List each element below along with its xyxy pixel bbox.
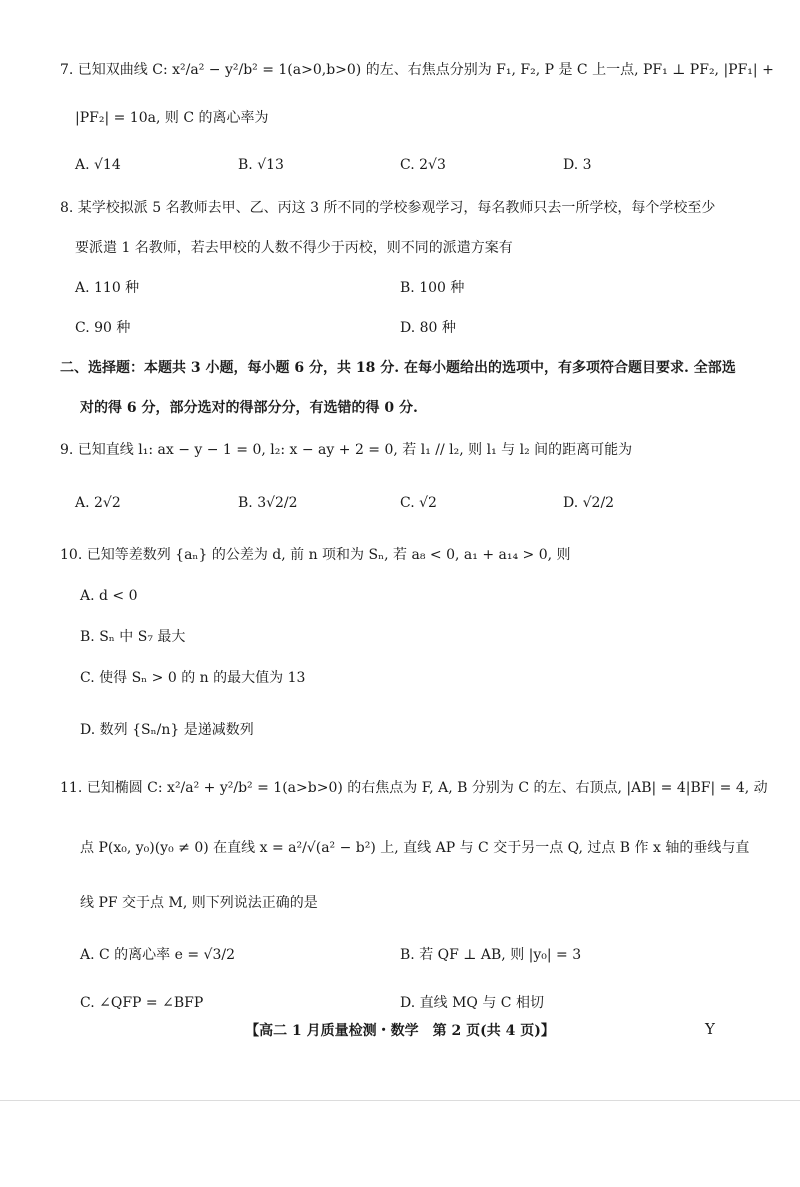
q7-line1: 7. 已知双曲线 C: x²/a² − y²/b² = 1(a>0,b>0) 的左、右焦点分别为 F₁, F₂, P 是 C 上一点, PF₁ ⊥ PF₂, |PF₁| +: [60, 62, 774, 78]
q8-option-a: A. 110 种: [75, 280, 140, 296]
q7-option-b: B. √13: [238, 157, 284, 173]
q10-option-d: D. 数列 {Sₙ/n} 是递减数列: [80, 722, 254, 738]
q8-option-c: C. 90 种: [75, 320, 131, 336]
section2-heading-cont: 对的得 6 分，部分选对的得部分分，有选错的得 0 分.: [80, 400, 418, 416]
q7-line2: |PF₂| = 10a, 则 C 的离心率为: [75, 110, 269, 126]
q8-line1: 8. 某学校拟派 5 名教师去甲、乙、丙这 3 所不同的学校参观学习，每名教师只去一所学校，每个学校至少: [60, 200, 716, 216]
q10-option-b: B. Sₙ 中 S₇ 最大: [80, 629, 186, 645]
q9-option-b: B. 3√2/2: [238, 495, 298, 511]
q11-option-d: D. 直线 MQ 与 C 相切: [400, 995, 544, 1011]
blank-area: [0, 1101, 800, 1187]
q8-option-d: D. 80 种: [400, 320, 456, 336]
q9-option-a: A. 2√2: [75, 495, 121, 511]
q11-line2: 点 P(x₀, y₀)(y₀ ≠ 0) 在直线 x = a²/√(a² − b²) 上, 直线 AP 与 C 交于另一点 Q, 过点 B 作 x 轴的垂线与直: [80, 840, 750, 856]
q10-line1: 10. 已知等差数列 {aₙ} 的公差为 d, 前 n 项和为 Sₙ, 若 a₈ < 0, a₁ + a₁₄ > 0, 则: [60, 547, 571, 563]
q7-option-a: A. √14: [75, 157, 121, 173]
q8-line2: 要派遣 1 名教师，若去甲校的人数不得少于丙校，则不同的派遣方案有: [75, 240, 513, 256]
q11-line3: 线 PF 交于点 M, 则下列说法正确的是: [80, 895, 318, 911]
section2-heading: 二、选择题：本题共 3 小题，每小题 6 分，共 18 分. 在每小题给出的选项中，有多项符合题目要求. 全部选: [60, 360, 736, 376]
q9-option-c: C. √2: [400, 495, 437, 511]
q11-line1: 11. 已知椭圆 C: x²/a² + y²/b² = 1(a>b>0) 的右焦点为 F, A, B 分别为 C 的左、右顶点, |AB| = 4|BF| = 4, 动: [60, 780, 768, 796]
q8-option-b: B. 100 种: [400, 280, 465, 296]
q10-option-a: A. d < 0: [80, 588, 138, 604]
q9-line1: 9. 已知直线 l₁: ax − y − 1 = 0, l₂: x − ay + 2 = 0, 若 l₁ // l₂, 则 l₁ 与 l₂ 间的距离可能为: [60, 442, 633, 458]
q11-option-c: C. ∠QFP = ∠BFP: [80, 995, 204, 1011]
q11-option-a: A. C 的离心率 e = √3/2: [80, 947, 235, 963]
q10-option-c: C. 使得 Sₙ > 0 的 n 的最大值为 13: [80, 670, 306, 686]
page-footer: 【高二 1 月质量检测・数学 第 2 页(共 4 页)】: [245, 1023, 555, 1039]
corner-mark: Y: [705, 1020, 715, 1038]
q7-option-c: C. 2√3: [400, 157, 446, 173]
q7-option-d: D. 3: [563, 157, 592, 173]
q11-option-b: B. 若 QF ⊥ AB, 则 |y₀| = 3: [400, 947, 582, 963]
q9-option-d: D. √2/2: [563, 495, 615, 511]
